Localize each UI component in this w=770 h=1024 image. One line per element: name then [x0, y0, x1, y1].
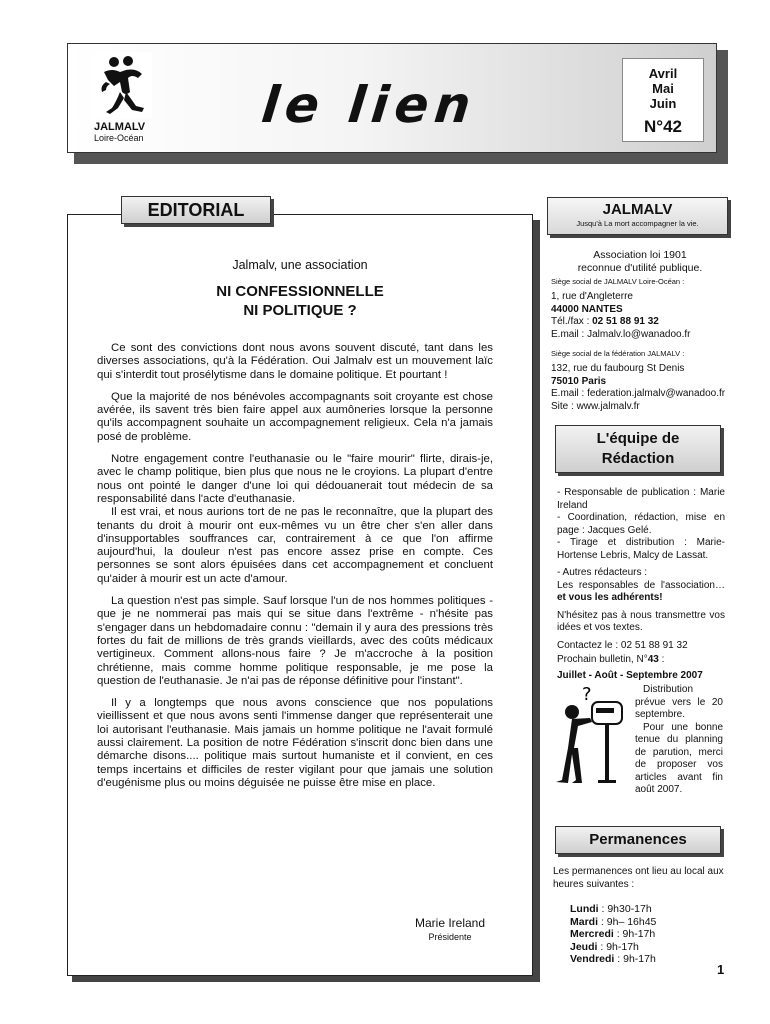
fed-street: 132, rue du faubourg St Denis [551, 363, 685, 374]
page-number: 1 [717, 962, 725, 977]
fed-email: E.mail : federation.jalmalv@wanadoo.fr [551, 388, 726, 399]
schedule-hours: : 9h-17h [613, 928, 656, 940]
team-heading-line: L'équipe de [596, 430, 680, 447]
signature-name: Marie Ireland [414, 916, 486, 930]
authors-bold: et vous les adhérents! [557, 592, 663, 603]
newsletter-title: le lien [258, 76, 480, 134]
editorial-heading: EDITORIAL [121, 196, 271, 224]
siege-city: 44000 NANTES [551, 303, 623, 315]
address-block [551, 277, 731, 413]
fed-label: Siège social de la fédération JALMALV : [551, 349, 685, 358]
editorial-paragraph: Ce sont des convictions dont nous avons souvent discuté, tant dans les diverses associations, qu'à la Fédération. Oui Jalmalv est un mouvement laïc qui s'interdit tout prosélytisme dans le domaine politique. Et pourtant ! [97, 342, 493, 381]
schedule-row [570, 916, 720, 929]
tel-number: 02 51 88 91 32 [592, 316, 659, 327]
jalmalv-box [547, 197, 728, 235]
distribution-note: Pour une bonne tenue du planning de parution, merci de proposer vos articles avant fin août 2007. [635, 721, 723, 795]
contact-text: Contactez le : 02 51 88 91 32 [557, 639, 688, 651]
fed-site: Site : www.jalmalv.fr [551, 400, 640, 412]
tel-label: Tél./fax : [551, 316, 593, 327]
editorial-paragraph: Il est vrai, et nous aurions tort de ne pas le reconnaître, que la plupart des tenants du droit à mourir ont eux-mêmes vu un être cher s'en aller dans d'insupportables souffrances car, contrairement à ce que l'on affirme aujourd'hui, la douleur n'est pas encore assez prise en compte. Ces personnes se sont alors épuisées dans cet accompagnement et concluent qu'aider à mourir est un acte d'amour. [97, 506, 493, 585]
siege-street: 1, rue d'Angleterre [551, 291, 633, 302]
mailbox-figure-icon [552, 682, 632, 787]
jalmalv-title: JALMALV [602, 201, 673, 218]
schedule-row [570, 928, 720, 941]
editorial-paragraph: Il y a longtemps que nous avons conscience que nos populations vieillissent et que nous avons senti l'immense danger que représenterait une loi autorisant l'euthanasie. Mais jamais un homme politique ne l'avait formulé aussi clairement. La position de notre Fédération s'inscrit donc bien dans une démarche disons.... politique mais surtout humaniste et il convient, en ces temps incertains et difficiles de rester vigilant pour que jamais une solution d'eugénisme plus ou moins déguisée ne puisse être mise en place. [97, 697, 493, 789]
siege-tel [551, 316, 731, 329]
logo-subtitle: Loire-Océan [94, 133, 144, 143]
mailbox-illustration [552, 682, 632, 787]
issue-month: Mai [652, 81, 674, 96]
headline-line: NI POLITIQUE ? [243, 302, 357, 319]
schedule-list [570, 903, 720, 966]
team-heading-line: Rédaction [601, 450, 675, 467]
schedule-day: Vendredi [570, 953, 615, 965]
schedule-day: Jeudi [570, 940, 598, 953]
schedule-hours: : 9h30-17h [598, 903, 652, 915]
invite-text: N'hésitez pas à nous transmettre vos idées et vos textes. [557, 609, 725, 633]
distribution-date: Distribution prévue vers le 20 septembre. [635, 684, 723, 720]
team-block [557, 487, 725, 682]
schedule-day: Mardi [570, 915, 599, 928]
dancers-logo-icon [92, 52, 152, 118]
permanences-heading: Permanences [555, 826, 721, 854]
jalmalv-motto: Jusqu'à La mort accompagner la vie. [576, 219, 699, 228]
siege-label: Siège social de JALMALV Loire-Océan : [551, 277, 685, 286]
association-line: Association loi 1901 [593, 249, 687, 261]
authors-text [557, 580, 725, 605]
schedule-row [570, 941, 720, 954]
headline-line: NI CONFESSIONNELLE [216, 283, 384, 300]
next-bulletin [557, 654, 725, 667]
team-item: - Tirage et distribution : Marie-Hortense Lebris, Malcy de Lassat. [557, 537, 725, 561]
logo-name: JALMALV [94, 121, 146, 133]
signature-role: Présidente [428, 932, 472, 942]
siege-email: E.mail : Jalmalv.lo@wanadoo.fr [551, 328, 691, 340]
editorial-paragraph: La question n'est pas simple. Sauf lorsque l'un de nos hommes politiques - que je ne nommerai pas mais qui se situe dans l'extrême - n'hésite pas s'engager dans un hebdomadaire connu : "demain il y aura des pressions très fortes du fait de millions de très grands vieillards, avec des coûts médicaux vertigineux. Comment allons-nous faire ? Je m'accroche à la position chrétienne, mais comme homme politique responsable, je me pose la question de l'euthanasie. Je n'ai pas de réponse définitive pour l'instant". [97, 595, 493, 687]
distribution-text [635, 684, 723, 797]
next-period: Juillet - Août - Septembre 2007 [557, 669, 703, 681]
team-heading [555, 425, 721, 473]
editorial-paragraph: Notre engagement contre l'euthanasie ou le "faire mourir" flirte, dirais-je, avec le champ politique, bien plus que nous ne le croyions. La plupart d'entre nous ont pointé le danger d'une loi qui dédouanerait tout médecin de sa responsabilité dans l'acte d'euthanasie. [97, 453, 493, 505]
schedule-hours: : 9h-17h [614, 953, 656, 965]
next-suffix: : [658, 654, 665, 665]
jalmalv-logo [92, 52, 152, 118]
fed-city: 75010 Paris [551, 375, 607, 387]
editorial-intro: Jalmalv, une association [232, 258, 368, 272]
authors-plain: Les responsables de l'association… [557, 579, 725, 591]
association-line: reconnue d'utilité publique. [577, 262, 703, 274]
issue-number: N°42 [644, 117, 682, 136]
schedule-row [570, 903, 720, 916]
issue-month: Juin [649, 96, 677, 111]
authors-label: - Autres rédacteurs : [557, 567, 648, 578]
team-item: - Coordination, rédaction, mise en page : Jacques Gelé. [557, 512, 725, 536]
team-item: - Responsable de publication : Marie Ireland [557, 487, 725, 511]
svg-text:?: ? [582, 684, 592, 705]
editorial-headline [72, 282, 528, 320]
schedule-row [570, 953, 720, 966]
schedule-day: Mercredi [570, 928, 614, 940]
permanences-intro: Les permanences ont lieu au local aux heures suivantes : [553, 866, 724, 890]
schedule-hours: : 9h– 16h45 [598, 915, 657, 928]
editorial-body [97, 342, 493, 799]
issue-box [622, 58, 704, 142]
next-label: Prochain bulletin, N° [557, 654, 648, 665]
schedule-hours: : 9h-17h [597, 940, 639, 953]
association-status [552, 249, 728, 275]
issue-month: Avril [648, 66, 678, 81]
next-number: 43 [647, 654, 659, 665]
schedule-day: Lundi [570, 903, 599, 915]
editorial-paragraph: Que la majorité de nos bénévoles accompagnants soit croyante est chose avérée, ils savent très bien faire appel aux aumôneries lorsque la personne qu'ils accompagnent souhaite un accompagnement religieux. Cela n'a jamais posé de problème. [97, 390, 493, 443]
